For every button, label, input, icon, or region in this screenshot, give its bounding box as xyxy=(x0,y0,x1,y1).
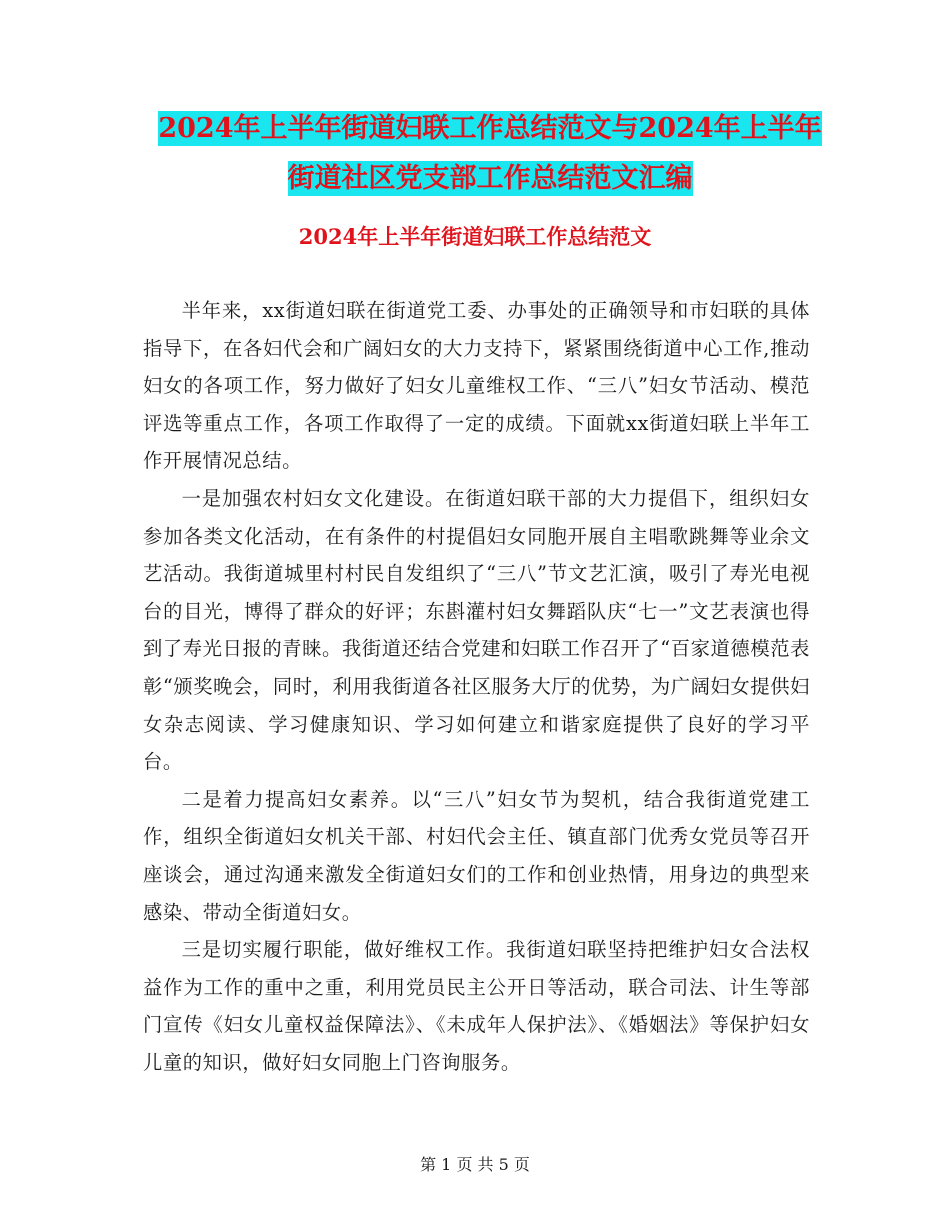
paragraph-quality: 二是着力提高妇女素养。以“三八”妇女节为契机，结合我街道党建工作，组织全街道妇女机关干部、村妇代会主任、镇直部门优秀女党员等召开座谈会，通过沟通来激发全街道妇女们的工作和创业热情，用身边的典型来感染、带动全街道妇女。 xyxy=(143,787,810,924)
paragraph-intro: 半年来，xx街道妇联在街道党工委、办事处的正确领导和市妇联的具体指导下，在各妇代会和广阔妇女的大力支持下，紧紧围绕街道中心工作,推动妇女的各项工作，努力做好了妇女儿童维权工作、“三八”妇女节活动、模范评选等重点工作，各项工作取得了一定的成绩。下面就xx街道妇联上半年工作开展情况总结。 xyxy=(143,299,810,473)
body-text xyxy=(143,292,810,1081)
document-title-line1: 2024年上半年街道妇联工作总结范文与2024年上半年 xyxy=(158,113,822,144)
paragraph-rights: 三是切实履行职能，做好维权工作。我街道妇联坚持把维护妇女合法权益作为工作的重中之重，利用党员民主公开日等活动，联合司法、计生等部门宣传《妇女儿童权益保障法》、《未成年人保护法》、《婚姻法》等保护妇女儿童的知识，做好妇女同胞上门咨询服务。 xyxy=(143,938,810,1074)
page-footer: 第 1 页 共 5 页 xyxy=(420,1155,530,1174)
document-title xyxy=(140,104,840,204)
section-title: 2024年上半年街道妇联工作总结范文 xyxy=(298,224,652,249)
document-title-line2: 街道社区党支部工作总结范文汇编 xyxy=(287,163,693,194)
paragraph-culture: 一是加强农村妇女文化建设。在街道妇联干部的大力提倡下，组织妇女参加各类文化活动，在有条件的村提倡妇女同胞开展自主唱歌跳舞等业余文艺活动。我街道城里村村民自发组织了“三八”节文艺汇演，吸引了寿光电视台的目光，博得了群众的好评；东斟灌村妇女舞蹈队庆“七一”文艺表演也得到了寿光日报的青睐。我街道还结合党建和妇联工作召开了“百家道德模范表彰“颁奖晚会，同时，利用我街道各社区服务大厅的优势，为广阔妇女提供妇女杂志阅读、学习健康知识、学习如何建立和谐家庭提供了良好的学习平台。 xyxy=(143,486,810,774)
